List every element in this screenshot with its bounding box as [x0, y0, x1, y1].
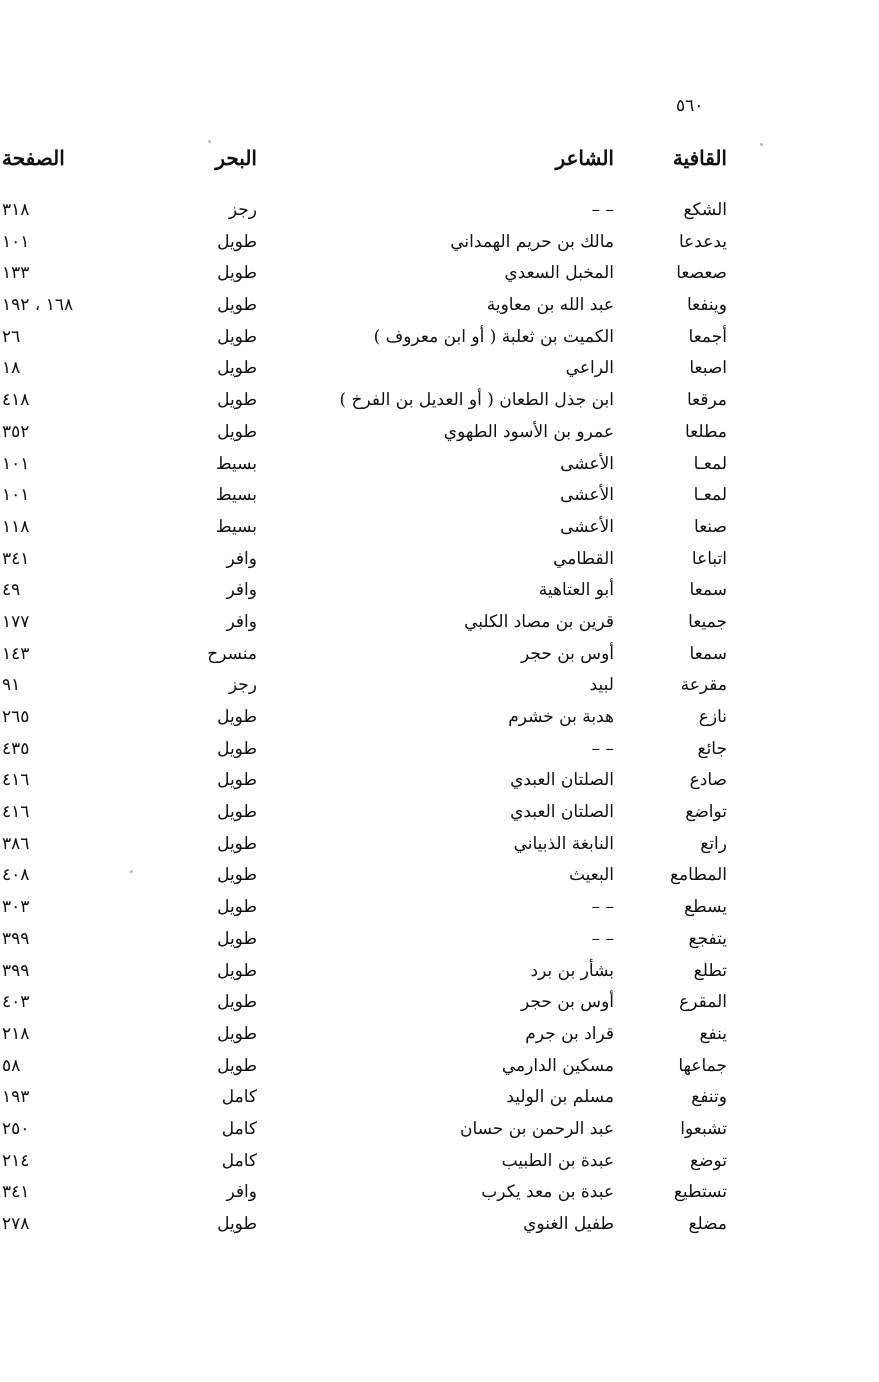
- rhyme-cell: اصبعا: [689, 358, 727, 379]
- rhyme-cell: نازع: [698, 707, 727, 727]
- meter-cell: وافر: [226, 548, 257, 569]
- header-rhyme: القافية: [672, 146, 727, 170]
- table-row: [0, 418, 879, 450]
- meter-cell: طويل: [217, 358, 257, 379]
- table-row: [0, 766, 879, 798]
- meter-cell: طويل: [217, 326, 257, 347]
- poet-cell: أوس بن حجر: [520, 992, 614, 1013]
- page-cell: ٣٩٩: [2, 960, 30, 981]
- meter-cell: طويل: [217, 770, 257, 791]
- meter-cell: طويل: [217, 295, 257, 316]
- header-page: الصفحة: [2, 146, 65, 170]
- poet-cell: البعيث: [568, 865, 614, 886]
- table-row: [0, 323, 879, 355]
- meter-cell: طويل: [217, 992, 257, 1013]
- index-table: [0, 196, 879, 1242]
- meter-cell: طويل: [217, 1023, 257, 1044]
- table-row: [0, 1147, 879, 1179]
- table-row: [0, 291, 879, 323]
- poet-cell: مسلم بن الوليد: [506, 1087, 614, 1108]
- page-cell: ٢٦: [2, 326, 21, 347]
- table-row: [0, 576, 879, 608]
- rhyme-cell: صادع: [689, 770, 727, 791]
- table-header: [0, 146, 879, 180]
- rhyme-cell: جماعها: [678, 1055, 727, 1076]
- table-row: [0, 1052, 879, 1084]
- rhyme-cell: تشبعوا: [680, 1118, 727, 1139]
- meter-cell: طويل: [217, 928, 257, 949]
- poet-cell: لبيد: [589, 675, 614, 696]
- page-cell: ١٩٣: [2, 1087, 30, 1108]
- page-cell: ٤٠٣: [2, 992, 30, 1013]
- meter-cell: طويل: [217, 263, 257, 284]
- poet-cell: النابغة الذبياني: [513, 833, 614, 854]
- rhyme-cell: اتباعا: [691, 548, 727, 569]
- page-cell: ٣٤١: [2, 1182, 30, 1203]
- page-cell: ١٠١: [2, 231, 30, 252]
- poet-cell: – –: [591, 897, 614, 918]
- rhyme-cell: سمعا: [689, 580, 727, 601]
- poet-cell: عبدة بن معد يكرب: [481, 1182, 614, 1203]
- page-cell: ٤١٦: [2, 802, 30, 823]
- rhyme-cell: مقرعة: [680, 675, 727, 696]
- meter-cell: طويل: [217, 421, 257, 442]
- poet-cell: قرين بن مصاد الكلبي: [464, 611, 614, 632]
- page-cell: ٢٧٨: [2, 1214, 30, 1234]
- meter-cell: طويل: [217, 738, 257, 759]
- poet-cell: – –: [591, 200, 614, 220]
- meter-cell: وافر: [226, 580, 257, 601]
- rhyme-cell: تطلع: [693, 960, 727, 981]
- table-row: [0, 861, 879, 893]
- page-cell: ١٦٨ ، ١٩٢: [2, 295, 74, 316]
- page-cell: ٢١٨: [2, 1023, 30, 1044]
- meter-cell: كامل: [221, 1118, 257, 1139]
- poet-cell: مالك بن حريم الهمداني: [450, 231, 614, 252]
- table-row: [0, 1115, 879, 1147]
- page-cell: ٢١٤: [2, 1150, 30, 1171]
- table-row: [0, 354, 879, 386]
- page-cell: ٤٣٥: [2, 738, 30, 759]
- rhyme-cell: يدعدعا: [678, 231, 727, 252]
- rhyme-cell: أجمعا: [688, 326, 727, 347]
- rhyme-cell: وتنفع: [691, 1087, 727, 1108]
- poet-cell: الصلتان العبدي: [510, 770, 614, 791]
- page-cell: ٩١: [2, 675, 21, 696]
- poet-cell: القطامي: [553, 548, 614, 569]
- poet-cell: عبد الله بن معاوية: [486, 295, 614, 316]
- rhyme-cell: مضلع: [688, 1214, 727, 1234]
- rhyme-cell: سمعا: [689, 643, 727, 664]
- rhyme-cell: صعصعا: [676, 263, 727, 284]
- poet-cell: – –: [591, 928, 614, 949]
- page-cell: ١٠١: [2, 453, 30, 474]
- meter-cell: طويل: [217, 707, 257, 727]
- page-cell: ١٧٧: [2, 611, 30, 632]
- table-row: [0, 893, 879, 925]
- poet-cell: بشأر بن برد: [530, 960, 614, 981]
- poet-cell: المخبل السعدي: [504, 263, 614, 284]
- rhyme-cell: تواضع: [685, 802, 727, 823]
- poet-cell: الراعي: [565, 358, 614, 379]
- table-row: [0, 735, 879, 767]
- rhyme-cell: صنعا: [694, 516, 727, 537]
- meter-cell: وافر: [226, 1182, 257, 1203]
- header-poet: الشاعر: [555, 146, 614, 170]
- meter-cell: طويل: [217, 802, 257, 823]
- meter-cell: طويل: [217, 897, 257, 918]
- meter-cell: رجز: [228, 200, 257, 220]
- rhyme-cell: جميعا: [688, 611, 727, 632]
- page-cell: ٤٩: [2, 580, 21, 601]
- scan-speck: [208, 140, 211, 143]
- poet-cell: الأعشى: [560, 453, 614, 474]
- page-cell: ٥٨: [2, 1055, 21, 1076]
- page-cell: ٢٥٠: [2, 1118, 30, 1139]
- page-cell: ١٠١: [2, 485, 30, 506]
- table-row: [0, 1083, 879, 1115]
- rhyme-cell: يسطع: [684, 897, 727, 918]
- table-row: [0, 259, 879, 291]
- rhyme-cell: لمعـا: [693, 453, 727, 474]
- page-cell: ١٨: [2, 358, 21, 379]
- poet-cell: عبد الرحمن بن حسان: [460, 1118, 614, 1139]
- rhyme-cell: توضع: [690, 1150, 727, 1171]
- table-row: [0, 1020, 879, 1052]
- table-row: [0, 988, 879, 1020]
- page-cell: ١٣٣: [2, 263, 30, 284]
- poet-cell: عمرو بن الأسود الطهوي: [443, 421, 614, 442]
- page-cell: ٤١٨: [2, 390, 30, 411]
- table-row: [0, 228, 879, 260]
- poet-cell: طفيل الغنوي: [523, 1214, 614, 1234]
- meter-cell: كامل: [221, 1150, 257, 1171]
- table-row: [0, 481, 879, 513]
- rhyme-cell: يتفجع: [688, 928, 727, 949]
- page-cell: ٤٠٨: [2, 865, 30, 886]
- table-row: [0, 830, 879, 862]
- table-row: [0, 798, 879, 830]
- table-row: [0, 703, 879, 735]
- page-cell: ٣٠٣: [2, 897, 30, 918]
- rhyme-cell: لمعـا: [693, 485, 727, 506]
- poet-cell: أوس بن حجر: [520, 643, 614, 664]
- page-cell: ١٤٣: [2, 643, 30, 664]
- poet-cell: الصلتان العبدي: [510, 802, 614, 823]
- rhyme-cell: مطلعا: [684, 421, 727, 442]
- meter-cell: طويل: [217, 1055, 257, 1076]
- rhyme-cell: مرقعا: [687, 390, 727, 411]
- meter-cell: بسيط: [215, 453, 257, 474]
- poet-cell: أبو العتاهية: [538, 580, 614, 601]
- table-row: [0, 671, 879, 703]
- poet-cell: عبدة بن الطبيب: [501, 1150, 614, 1171]
- rhyme-cell: راتع: [700, 833, 727, 854]
- table-row: [0, 1178, 879, 1210]
- poet-cell: – –: [591, 738, 614, 759]
- scan-speck: [760, 143, 763, 146]
- meter-cell: منسرح: [207, 643, 257, 664]
- rhyme-cell: المقرع: [679, 992, 727, 1013]
- table-row: [0, 450, 879, 482]
- page-cell: ٢٦٥: [2, 707, 30, 727]
- scan-speck: [130, 870, 133, 873]
- table-row: [0, 957, 879, 989]
- meter-cell: وافر: [226, 611, 257, 632]
- page-cell: ٣٥٢: [2, 421, 30, 442]
- table-row: [0, 513, 879, 545]
- header-meter: البحر: [215, 146, 257, 170]
- page-cell: ٣٤١: [2, 548, 30, 569]
- poet-cell: مسكين الدارمي: [501, 1055, 614, 1076]
- page-number: ٥٦٠: [676, 96, 704, 116]
- table-row: [0, 640, 879, 672]
- page-cell: ٤١٦: [2, 770, 30, 791]
- meter-cell: طويل: [217, 1214, 257, 1234]
- meter-cell: كامل: [221, 1087, 257, 1108]
- rhyme-cell: وينفعا: [686, 295, 727, 316]
- meter-cell: طويل: [217, 833, 257, 854]
- table-row: [0, 608, 879, 640]
- rhyme-cell: ينفع: [699, 1023, 727, 1044]
- table-row: [0, 545, 879, 577]
- page-cell: ٣٩٩: [2, 928, 30, 949]
- page-cell: ١١٨: [2, 516, 30, 537]
- meter-cell: طويل: [217, 390, 257, 411]
- table-row: [0, 1210, 879, 1242]
- rhyme-cell: الشكع: [683, 200, 727, 220]
- rhyme-cell: المطامع: [669, 865, 727, 886]
- meter-cell: رجز: [228, 675, 257, 696]
- meter-cell: طويل: [217, 865, 257, 886]
- meter-cell: طويل: [217, 960, 257, 981]
- meter-cell: طويل: [217, 231, 257, 252]
- poet-cell: الأعشى: [560, 516, 614, 537]
- page-cell: ٣٨٦: [2, 833, 30, 854]
- table-row: [0, 386, 879, 418]
- poet-cell: الأعشى: [560, 485, 614, 506]
- poet-cell: قراد بن جرم: [525, 1023, 614, 1044]
- page-cell: ٣١٨: [2, 200, 30, 220]
- meter-cell: بسيط: [215, 516, 257, 537]
- table-row: [0, 925, 879, 957]
- poet-cell: ابن جذل الطعان ( أو العديل بن الفرخ ): [339, 390, 614, 411]
- meter-cell: بسيط: [215, 485, 257, 506]
- poet-cell: الكميت بن ثعلبة ( أو ابن معروف ): [373, 326, 614, 347]
- rhyme-cell: جائع: [697, 738, 727, 759]
- rhyme-cell: تستطيع: [673, 1182, 727, 1203]
- poet-cell: هدبة بن خشرم: [508, 707, 614, 727]
- table-row: [0, 196, 879, 228]
